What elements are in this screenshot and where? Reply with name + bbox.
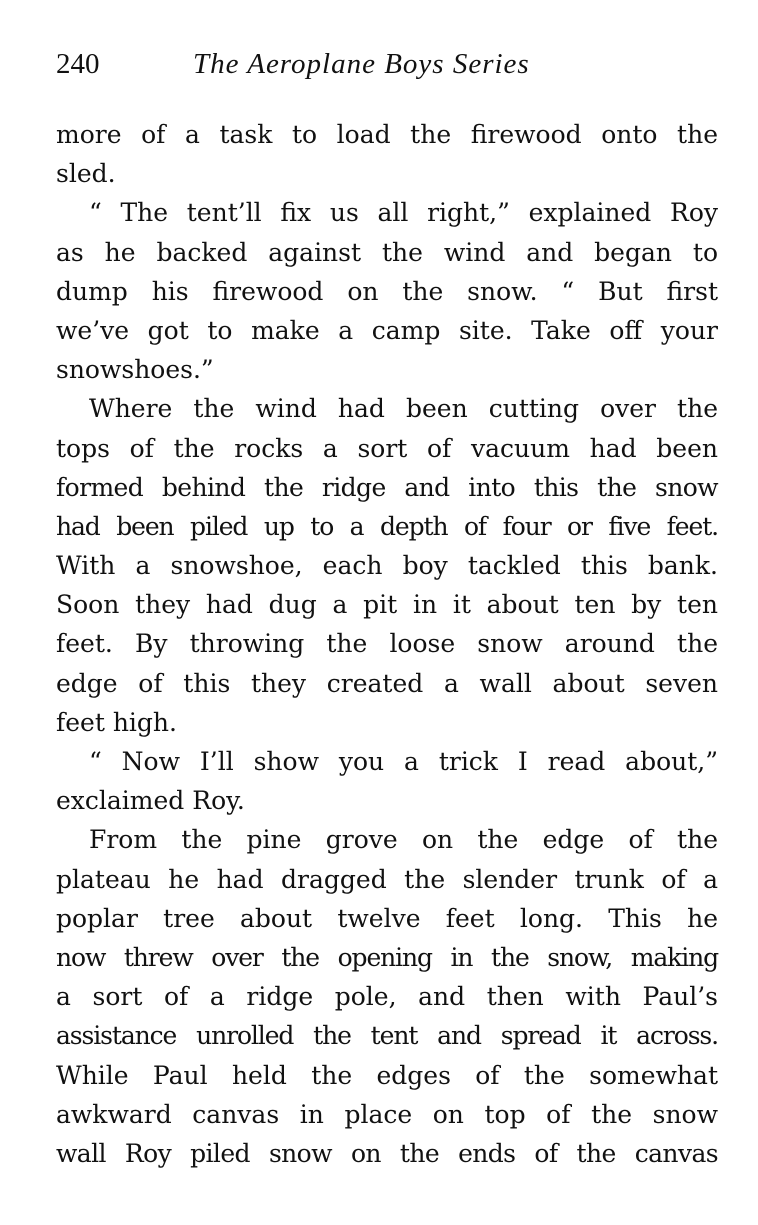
series-title: The Aeroplane Boys Series	[193, 48, 530, 80]
text-line: feet. By throwing the loose snow around the	[56, 629, 718, 659]
text-line: had been piled up to a depth of four or five feet.	[56, 511, 718, 541]
page-number: 240	[56, 48, 100, 80]
text-line: tops of the rocks a sort of vacuum had been	[56, 433, 718, 463]
text-line: formed behind the ridge and into this the snow	[56, 472, 718, 502]
body-text	[56, 115, 718, 1173]
text-line: dump his firewood on the snow. “ But first	[56, 276, 718, 306]
text-line: “ Now I’ll show you a trick I read about,”	[89, 747, 718, 776]
text-line: With a snowshoe, each boy tackled this bank.	[56, 551, 718, 581]
text-line: plateau he had dragged the slender trunk of a	[56, 864, 718, 894]
text-line: a sort of a ridge pole, and then with Paul’s	[56, 982, 718, 1012]
text-line: edge of this they created a wall about seven	[56, 668, 718, 698]
text-line: “ The tent’ll fix us all right,” explained Roy	[89, 198, 718, 228]
text-line: feet high.	[56, 707, 177, 737]
text-line: Soon they had dug a pit in it about ten by ten	[56, 590, 718, 620]
text-line: While Paul held the edges of the somewhat	[56, 1060, 718, 1090]
text-line: sled.	[56, 159, 116, 189]
text-line: we’ve got to make a camp site. Take off your	[56, 315, 718, 345]
text-line: wall Roy piled snow on the ends of the canvas	[56, 1138, 718, 1168]
text-line: Where the wind had been cutting over the	[89, 394, 718, 424]
text-line: snowshoes.”	[56, 355, 214, 385]
text-line: exclaimed Roy.	[56, 786, 245, 816]
text-line: assistance unrolled the tent and spread it across.	[56, 1021, 718, 1051]
text-line: more of a task to load the firewood onto the	[56, 120, 718, 149]
text-line: now threw over the opening in the snow, making	[56, 942, 718, 972]
text-line: From the pine grove on the edge of the	[89, 825, 718, 855]
text-line: poplar tree about twelve feet long. This he	[56, 903, 718, 933]
text-line: awkward canvas in place on top of the snow	[56, 1099, 718, 1129]
running-head	[56, 44, 718, 84]
text-line: as he backed against the wind and began to	[56, 237, 718, 267]
